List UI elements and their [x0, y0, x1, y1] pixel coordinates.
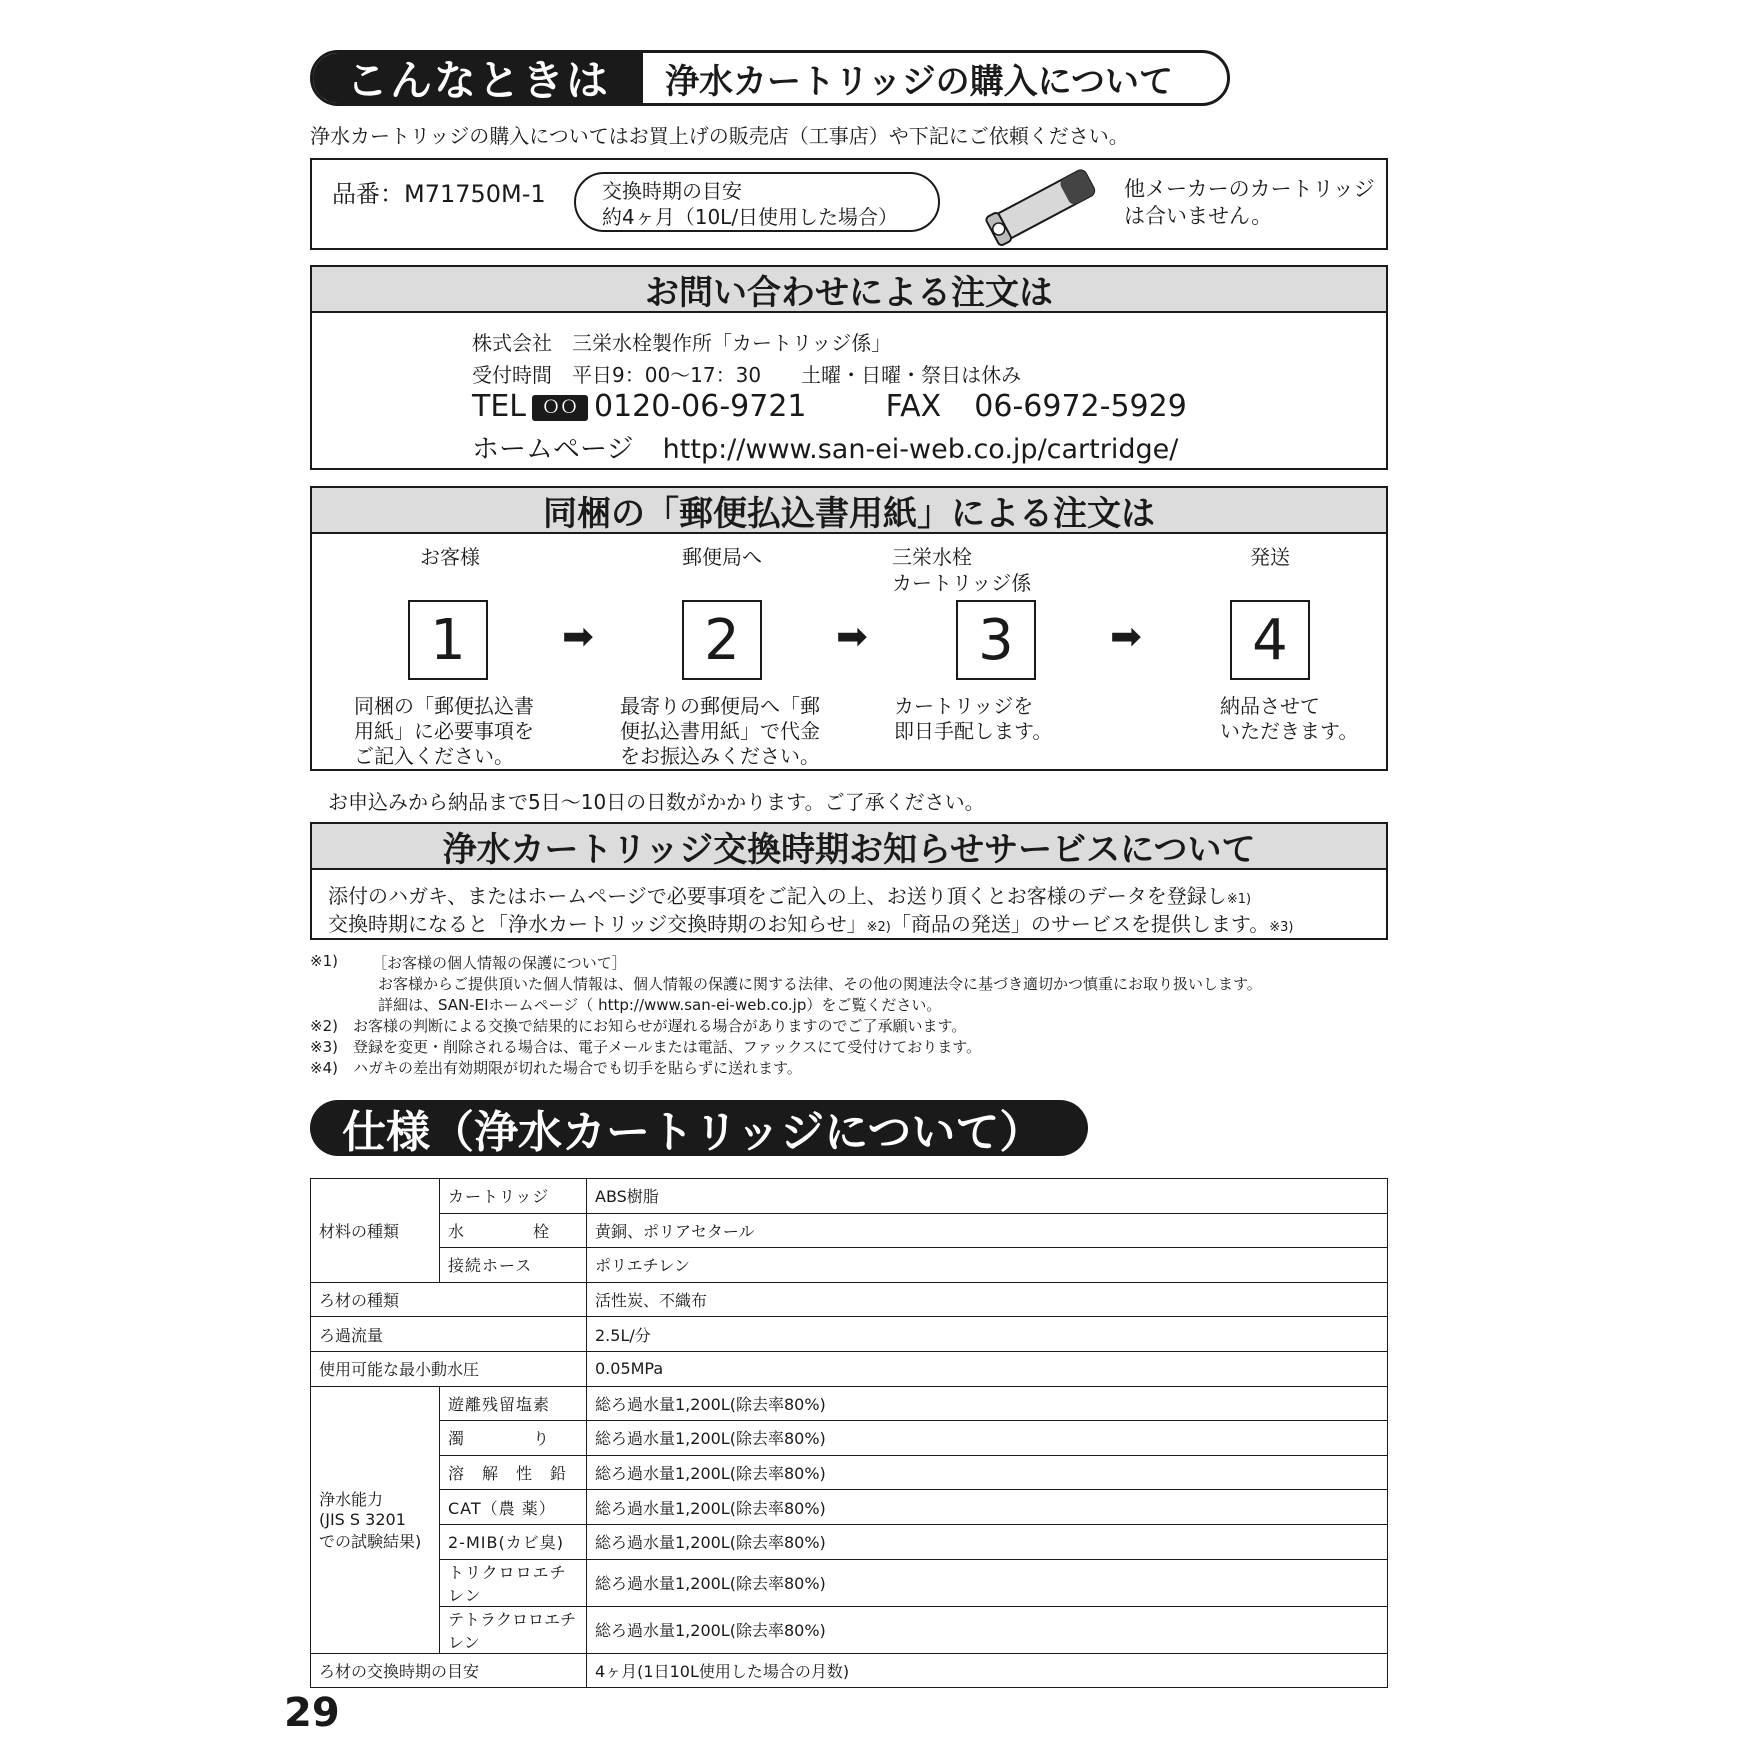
- footnote-ref-2: ※2): [866, 920, 891, 935]
- footnote-ref-1: ※1): [1226, 892, 1252, 907]
- capacity-category: [311, 1386, 440, 1653]
- page-number: 29: [284, 1690, 340, 1736]
- capacity-value: 総ろ過水量1,200L(除去率80%): [587, 1559, 1388, 1606]
- step-3-number: 3: [956, 600, 1036, 680]
- table-row: [311, 1179, 1388, 1214]
- capacity-sub: テトラクロロエチレン: [440, 1606, 587, 1653]
- postal-order-heading: 同梱の「郵便払込書用紙」による注文は: [312, 488, 1386, 534]
- compat-line-1: 他メーカーのカートリッジ: [1124, 177, 1375, 201]
- table-row: [311, 1455, 1388, 1490]
- service-line-2b: 「商品の発送」のサービスを提供します。: [890, 912, 1270, 936]
- guide-line-1: 交換時期の目安: [602, 179, 742, 203]
- footnote-3: ※3) 登録を変更・削除される場合は、電子メールまたは電話、ファックスにて受付けております。: [310, 1038, 982, 1056]
- footnote-2: ※2) お客様の判断による交換で結果的にお知らせが遅れる場合がありますのでご了承願います。: [310, 1017, 967, 1035]
- flow-value: 2.5L/分: [587, 1317, 1388, 1352]
- replacement-guide: [574, 172, 940, 232]
- step-2-desc-2: 便払込書用紙」で代金: [620, 719, 820, 743]
- step-4-label: [1170, 544, 1370, 570]
- material-category: 材料の種類: [311, 1179, 440, 1283]
- service-section: [310, 822, 1388, 940]
- service-line-2: [328, 908, 1294, 937]
- capacity-value: 総ろ過水量1,200L(除去率80%): [587, 1524, 1388, 1559]
- homepage-url[interactable]: http://www.san-ei-web.co.jp/cartridge/: [662, 434, 1179, 465]
- capacity-cat-line-2: (JIS S 3201: [319, 1510, 406, 1530]
- compatibility-note: [1124, 176, 1375, 230]
- step-2-label: [622, 544, 822, 570]
- capacity-sub: トリクロロエチレン: [440, 1559, 587, 1606]
- step-1-label-line-1: お客様: [420, 545, 480, 569]
- table-row: [311, 1421, 1388, 1456]
- tel-number[interactable]: 0120-06-9721: [594, 389, 807, 424]
- spec-header: 仕様（浄水カートリッジについて）: [310, 1100, 1088, 1156]
- step-4-desc-1: 納品させて: [1220, 694, 1320, 718]
- filter-type-label: ろ材の種類: [311, 1282, 587, 1317]
- delivery-notice: お申込みから納品まで5日～10日の日数がかかります。ご了承ください。: [328, 790, 985, 814]
- capacity-sub: CAT（農 薬）: [440, 1490, 587, 1525]
- footnote-1-title: ［お客様の個人情報の保護について］: [372, 954, 627, 972]
- product-box: [310, 158, 1388, 250]
- phone-order-heading: お問い合わせによる注文は: [312, 267, 1386, 313]
- pressure-value: 0.05MPa: [587, 1351, 1388, 1386]
- intro-text: 浄水カートリッジの購入についてはお買上げの販売店（工事店）や下記にご依頼ください。: [310, 124, 1129, 148]
- capacity-sub: 溶 解 性 鉛: [440, 1455, 587, 1490]
- step-3-label-line-1: 三栄水栓: [892, 545, 972, 569]
- material-value: ABS樹脂: [587, 1179, 1388, 1214]
- arrow-right-icon: ➡: [562, 614, 594, 658]
- postal-order-section: [310, 486, 1388, 771]
- step-2-number: 2: [682, 600, 762, 680]
- purchase-header: [310, 50, 1230, 106]
- material-sub: 水 栓: [440, 1213, 587, 1248]
- business-hours: 受付時間 平日9：00～17：30 土曜・日曜・祭日は休み: [472, 363, 1022, 387]
- step-4-desc-2: いただきます。: [1220, 719, 1359, 743]
- service-line-1: [328, 880, 1251, 909]
- capacity-value: 総ろ過水量1,200L(除去率80%): [587, 1421, 1388, 1456]
- material-value: 黄銅、ポリアセタール: [587, 1213, 1388, 1248]
- fax-number: 06-6972-5929: [974, 389, 1187, 424]
- capacity-cat-line-1: 浄水能力: [319, 1490, 384, 1510]
- spec-table: [310, 1178, 1388, 1688]
- capacity-value: 総ろ過水量1,200L(除去率80%): [587, 1455, 1388, 1490]
- table-row: [311, 1213, 1388, 1248]
- step-1-desc-1: 同梱の「郵便払込書: [354, 694, 534, 718]
- arrow-right-icon: ➡: [836, 614, 868, 658]
- step-4-number: 4: [1230, 600, 1310, 680]
- material-sub: 接続ホース: [440, 1248, 587, 1283]
- footnote-ref-3: ※3): [1269, 920, 1294, 935]
- step-1-number: 1: [408, 600, 488, 680]
- table-row: [311, 1317, 1388, 1352]
- step-4-description: [1220, 694, 1358, 744]
- capacity-sub: 濁 り: [440, 1421, 587, 1456]
- footnote-1-mark: ※1): [310, 952, 338, 970]
- footnote-1-line-1: お客様からご提供頂いた個人情報は、個人情報の保護に関する法律、その他の関連法令に基づき適切かつ慎重にお取り扱いします。: [378, 975, 1262, 993]
- capacity-cat-line-3: での試験結果): [319, 1532, 422, 1552]
- phone-order-section: [310, 265, 1388, 470]
- arrow-right-icon: ➡: [1110, 614, 1142, 658]
- capacity-sub: 遊離残留塩素: [440, 1386, 587, 1421]
- compat-line-2: は合いません。: [1124, 204, 1273, 228]
- company-name: 株式会社 三栄水栓製作所「カートリッジ係」: [472, 331, 892, 355]
- step-2-desc-3: をお振込みください。: [620, 744, 820, 768]
- material-sub: カートリッジ: [440, 1179, 587, 1214]
- homepage-label: ホームページ: [472, 434, 634, 465]
- step-1-description: [354, 694, 534, 769]
- cartridge-image: [972, 166, 1112, 246]
- table-row: [311, 1386, 1388, 1421]
- service-heading: 浄水カートリッジ交換時期お知らせサービスについて: [312, 824, 1386, 870]
- table-row: [311, 1653, 1388, 1688]
- replace-label: ろ材の交換時期の目安: [311, 1653, 587, 1688]
- filter-type-value: 活性炭、不織布: [587, 1282, 1388, 1317]
- table-row: [311, 1606, 1388, 1653]
- guide-line-2: 約4ヶ月（10L/日使用した場合）: [602, 205, 899, 229]
- fax-label: FAX: [885, 389, 942, 424]
- part-number: 品番：M71750M-1: [332, 180, 546, 208]
- material-value: ポリエチレン: [587, 1248, 1388, 1283]
- step-1-desc-3: ご記入ください。: [354, 744, 514, 768]
- step-4-label-line-1: 発送: [1250, 545, 1290, 569]
- table-row: [311, 1559, 1388, 1606]
- pressure-label: 使用可能な最小動水圧: [311, 1351, 587, 1386]
- freedial-icon: ＯＯ: [532, 395, 588, 421]
- flow-label: ろ過流量: [311, 1317, 587, 1352]
- step-3-label: [892, 544, 1092, 596]
- step-3-description: [894, 694, 1052, 744]
- step-3-desc-1: カートリッジを: [894, 694, 1034, 718]
- table-row: [311, 1248, 1388, 1283]
- capacity-sub: 2-MIB(カビ臭): [440, 1524, 587, 1559]
- step-1-desc-2: 用紙」に必要事項を: [354, 719, 534, 743]
- table-row: [311, 1351, 1388, 1386]
- capacity-value: 総ろ過水量1,200L(除去率80%): [587, 1606, 1388, 1653]
- step-2-desc-1: 最寄りの郵便局へ「郵: [620, 694, 820, 718]
- table-row: [311, 1282, 1388, 1317]
- footnote-1-line-2: 詳細は、SAN-EIホームページ（ http://www.san-ei-web.co.jp）をご覧ください。: [378, 996, 942, 1014]
- service-line-2a: 交換時期になると「浄水カートリッジ交換時期のお知らせ」: [328, 912, 867, 936]
- tel-fax-line: [472, 389, 1187, 424]
- capacity-value: 総ろ過水量1,200L(除去率80%): [587, 1386, 1388, 1421]
- step-1-label: [350, 544, 550, 570]
- header-tag: こんなときは: [313, 53, 643, 103]
- homepage-line: [472, 427, 1178, 466]
- step-2-description: [620, 694, 820, 769]
- replace-value: 4ヶ月(1日10L使用した場合の月数): [587, 1653, 1388, 1688]
- step-3-desc-2: 即日手配します。: [894, 719, 1053, 743]
- table-row: [311, 1490, 1388, 1525]
- step-2-label-line-1: 郵便局へ: [682, 545, 762, 569]
- tel-label: TEL: [472, 389, 526, 424]
- table-row: [311, 1524, 1388, 1559]
- header-title: 浄水カートリッジの購入について: [665, 61, 1173, 102]
- step-3-label-line-2: カートリッジ係: [892, 571, 1032, 595]
- capacity-value: 総ろ過水量1,200L(除去率80%): [587, 1490, 1388, 1525]
- service-line-1-text: 添付のハガキ、またはホームページで必要事項をご記入の上、お送り頂くとお客様のデータを登録し: [328, 884, 1227, 908]
- footnote-4: ※4) ハガキの差出有効期限が切れた場合でも切手を貼らずに送れます。: [310, 1059, 802, 1077]
